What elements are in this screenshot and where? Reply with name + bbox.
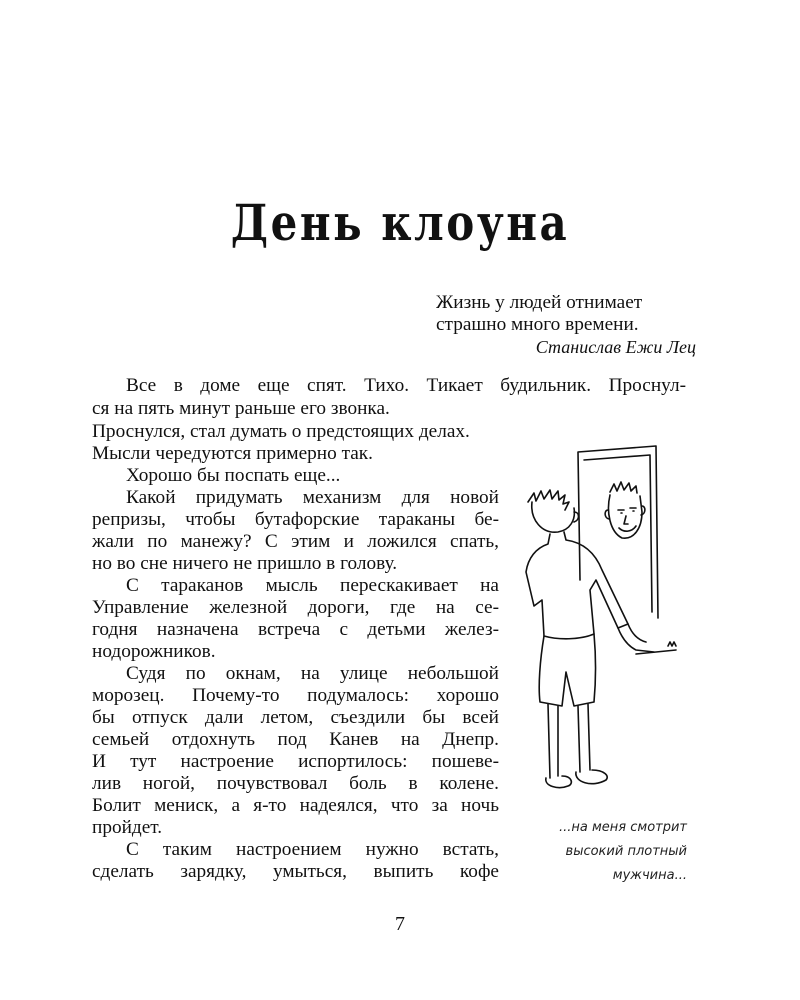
man-slippers [546, 770, 607, 788]
man-shirt [526, 532, 628, 639]
caption-line: мужчина... [612, 868, 687, 883]
man-hair [528, 490, 569, 510]
text-line: Проснулся, стал думать о предстоящих делах. [92, 421, 470, 442]
epigraph-line: страшно много времени. [436, 314, 639, 335]
man-head [532, 502, 575, 532]
text-line: Какой придумать механизм для новой [126, 487, 499, 508]
chapter-title: День клоуна [230, 193, 570, 252]
man-legs [548, 704, 590, 778]
text-line: лив ногой, почувствовал боль в колене. [92, 773, 499, 794]
toothbrush [636, 642, 676, 654]
text-line: Судя по окнам, на улице небольшой [126, 663, 499, 684]
man-at-mirror-illustration [518, 440, 690, 810]
text-line: Болит мениск, а я-то надеялся, что за ночь [92, 795, 499, 816]
text-line: репризы, чтобы бутафорские тараканы бе- [92, 509, 499, 530]
text-line: пройдет. [92, 817, 163, 838]
text-line: Управление железной дороги, где на се- [92, 597, 499, 618]
epigraph [436, 292, 696, 359]
epigraph-author: Станислав Ежи Лец [535, 337, 696, 357]
text-line: семьей отдохнуть под Канев на Днепр. [92, 729, 499, 750]
text-line: Все в доме еще спят. Тихо. Тикает будильник. Проснул- [126, 375, 686, 396]
text-line: И тут настроение испортилось: пошеве- [92, 751, 499, 772]
text-line: Мысли чередуются примерно так. [92, 443, 373, 464]
text-line: Хорошо бы поспать еще... [126, 465, 341, 486]
text-line: годня назначена встреча с детьми желез- [92, 619, 499, 640]
text-line: ся на пять минут раньше его звонка. [92, 398, 390, 419]
illustration-caption [530, 816, 687, 888]
text-line: С таким настроением нужно встать, [126, 839, 499, 860]
text-line: С тараканов мысль перескакивает на [126, 575, 499, 596]
text-line: морозец. Почему-то подумалось: хорошо [92, 685, 499, 706]
text-line: бы отпуск дали летом, съездили бы всей [92, 707, 499, 728]
man-arm [618, 624, 654, 652]
caption-line: высокий плотный [565, 844, 687, 859]
page-number: 7 [395, 913, 405, 935]
text-line: но во сне ничего не пришло в голову. [92, 553, 398, 574]
text-line: жали по манежу? С этим и ложился спать, [92, 531, 499, 552]
man-shorts [539, 634, 595, 706]
text-line: сделать зарядку, умыться, выпить кофе [92, 861, 499, 882]
caption-line: ...на меня смотрит [558, 820, 687, 835]
text-line: нодорожников. [92, 641, 216, 662]
reflection-hair [610, 482, 637, 493]
epigraph-line: Жизнь у людей отнимает [436, 292, 643, 313]
